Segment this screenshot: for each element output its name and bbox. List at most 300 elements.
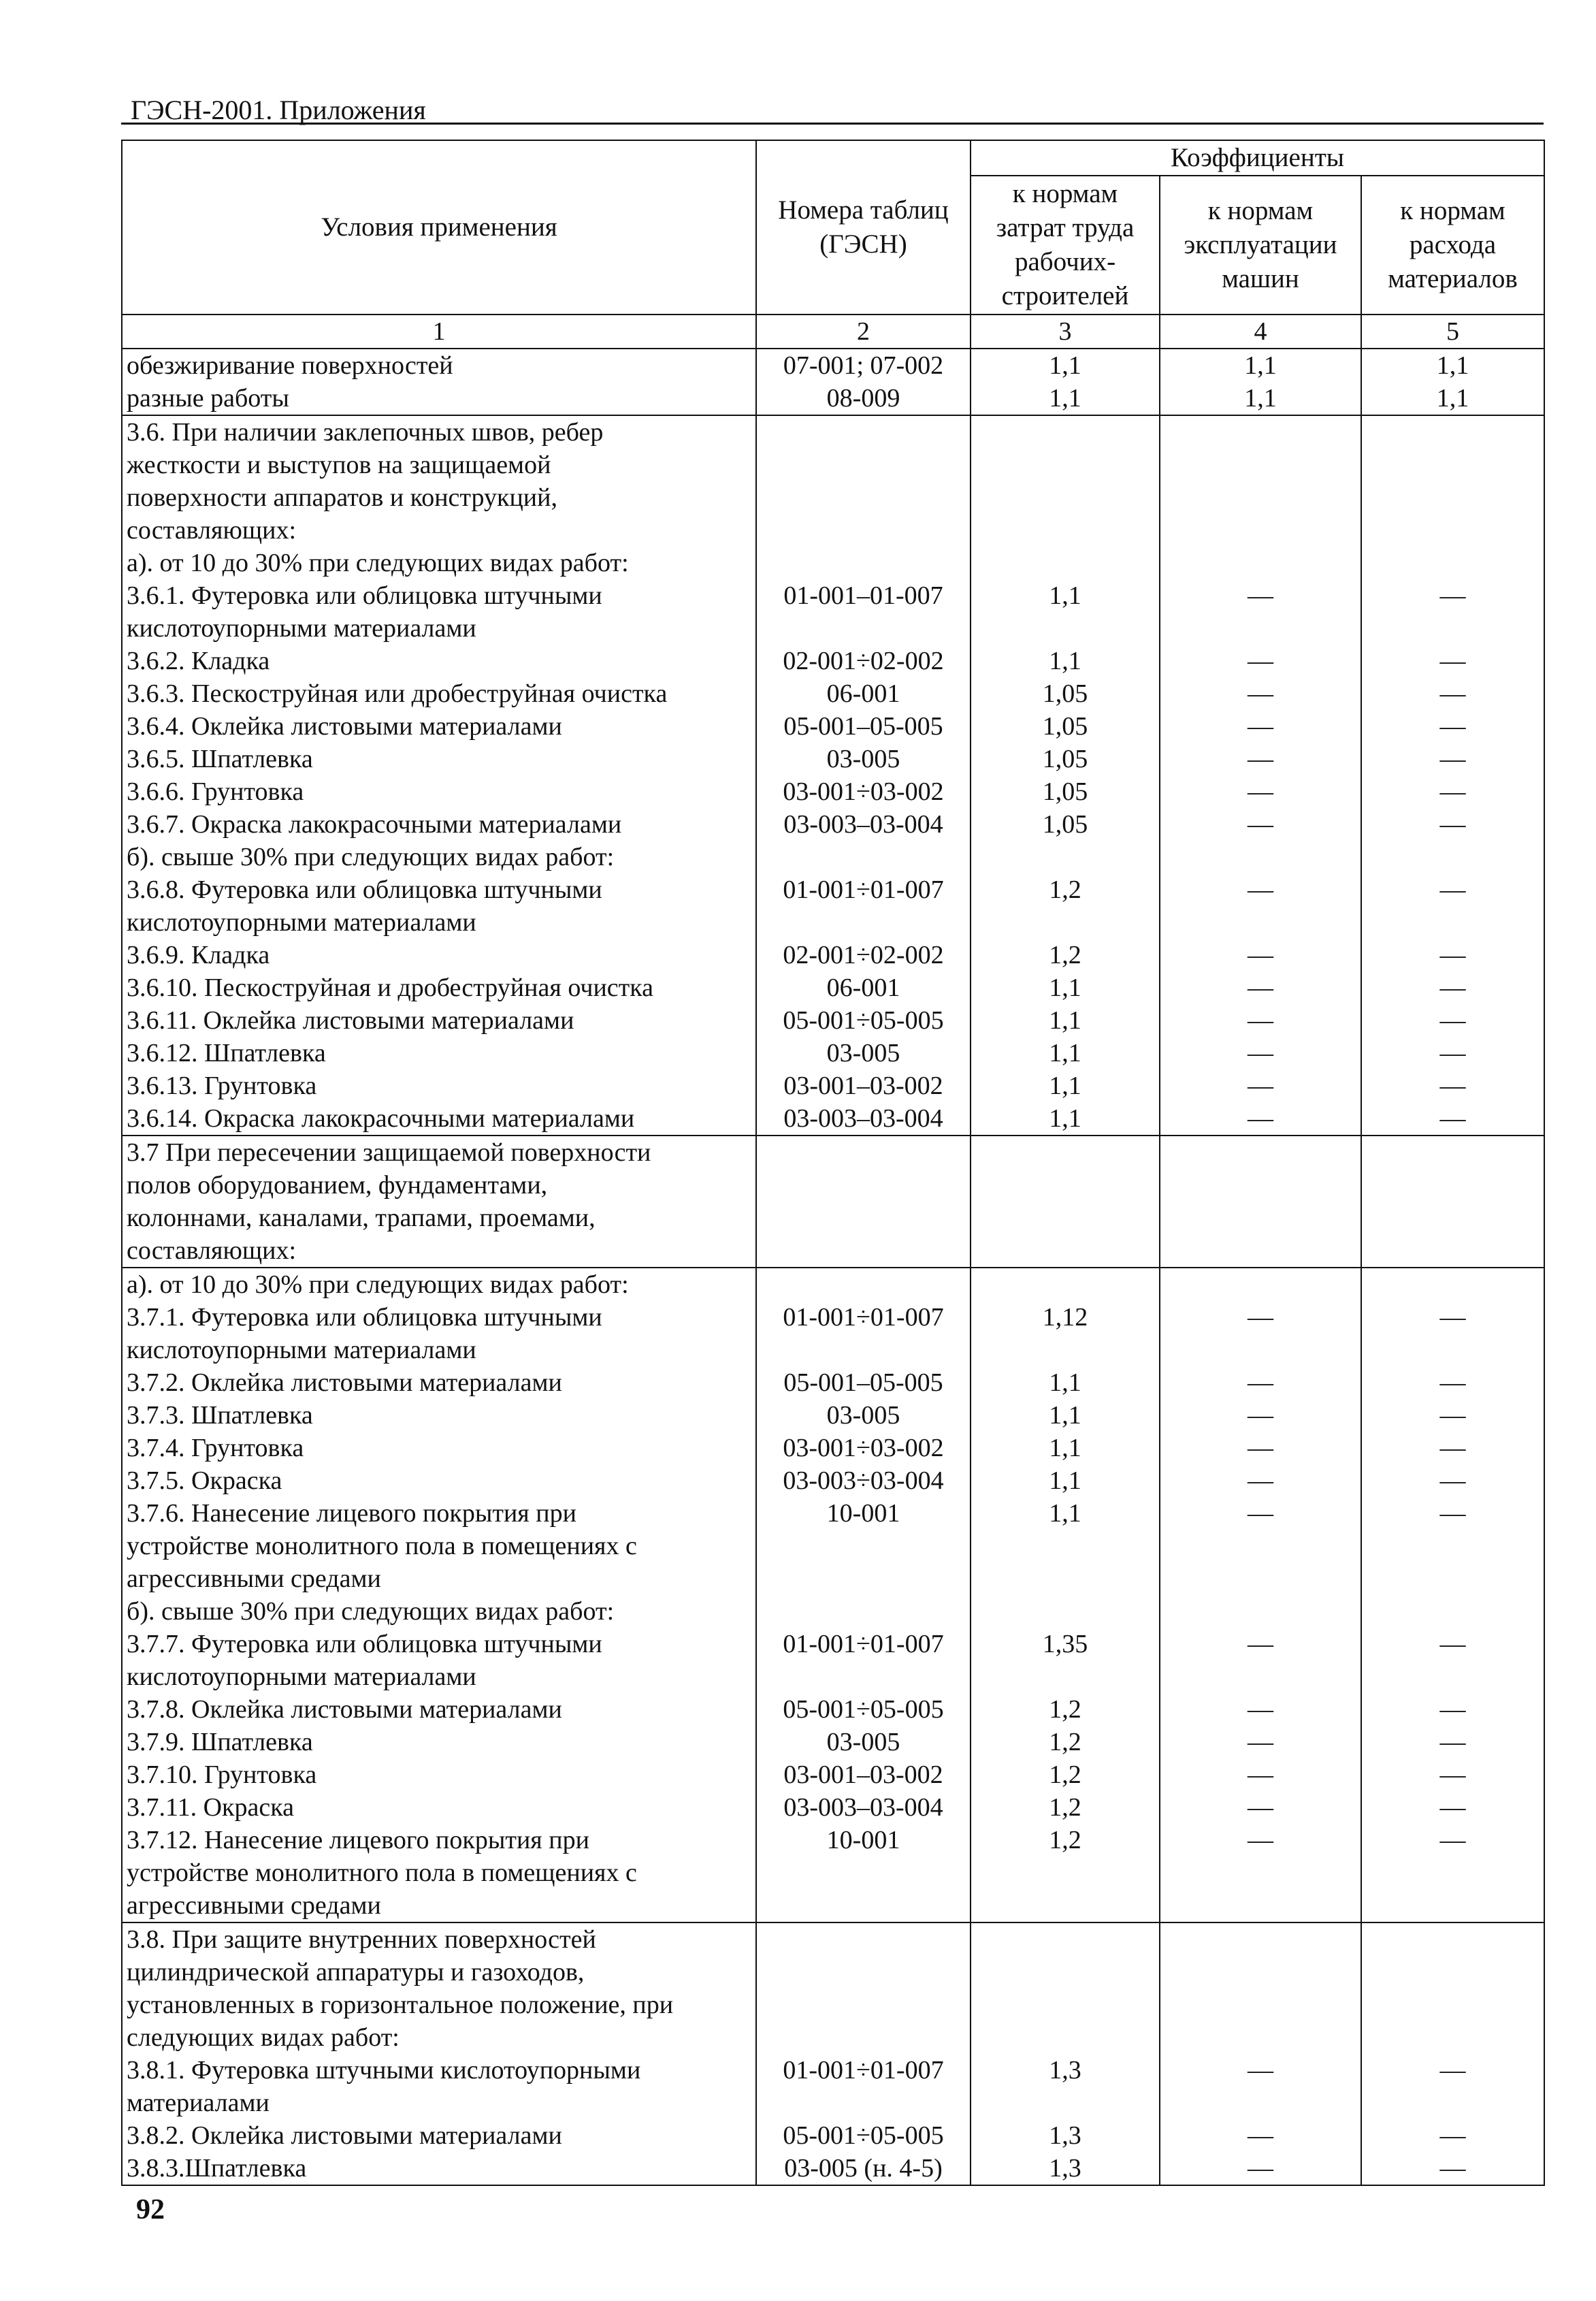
coef-labor-line: 1,05 [1042, 810, 1088, 839]
coef-materials-line: — [1439, 1401, 1466, 1430]
coef-machines-line: — [1248, 745, 1273, 773]
table-numbers-line: 02-001÷02-002 [783, 647, 944, 675]
condition-cell [122, 349, 756, 415]
condition-line: кислотоупорными материалами [127, 614, 476, 643]
table-numbers-line: 03-003÷03-004 [783, 1466, 944, 1495]
condition-line: кислотоупорными материалами [127, 1662, 476, 1691]
coef-labor-line [975, 1989, 1155, 2021]
condition-line: 3.7.9. Шпатлевка [127, 1728, 313, 1756]
table-row [122, 349, 1544, 415]
condition-line: 3.7.11. Окраска [127, 1793, 294, 1822]
coef-machines-line [1165, 514, 1356, 547]
coef-labor-line: 1,1 [1049, 974, 1081, 1002]
coef-labor-line: 1,2 [1049, 1695, 1081, 1724]
table-numbers-line: 03-003–03-004 [783, 1793, 943, 1822]
coef-materials-cell [1361, 1922, 1544, 2185]
condition-line: 3.6.12. Шпатлевка [127, 1039, 326, 1067]
condition-line: 3.6.14. Окраска лакокрасочными материалами [127, 1104, 635, 1133]
coef-labor-line: 1,2 [1049, 1728, 1081, 1756]
condition-line: разные работы [127, 384, 289, 413]
table-numbers-cell [756, 1268, 971, 1922]
coef-materials-line [1366, 1889, 1540, 1922]
condition-line: 3.7.3. Шпатлевка [127, 1401, 313, 1430]
coef-machines-line [1165, 1956, 1356, 1989]
table-numbers-line [761, 1136, 966, 1169]
condition-line: 3.6.10. Пескоструйная и дробеструйная очистка [127, 974, 654, 1002]
coef-machines-line [1165, 1989, 1356, 2021]
coef-labor-line: 1,1 [1049, 351, 1081, 380]
coef-labor-line [975, 1136, 1155, 1169]
coef-labor-line [975, 1889, 1155, 1922]
table-numbers-line [761, 416, 966, 449]
coef-materials-line: — [1439, 1630, 1466, 1658]
table-numbers-line: 01-001÷01-007 [783, 1303, 944, 1332]
coef-machines-line: — [1248, 941, 1273, 969]
coef-labor-line [975, 416, 1155, 449]
condition-line: составляющих: [127, 516, 297, 545]
coef-materials-line [1366, 1202, 1540, 1234]
column-number-1: 1 [122, 315, 756, 349]
coef-labor-line: 1,05 [1042, 777, 1088, 806]
coef-materials-line [1366, 1956, 1540, 1989]
condition-line: 3.8.3.Шпатлевка [127, 2154, 307, 2183]
coef-materials-cell [1361, 415, 1544, 1136]
coef-machines-line [1165, 1889, 1356, 1922]
table-numbers-line [761, 1660, 966, 1693]
coef-materials-line [1366, 1169, 1540, 1202]
coef-materials-line [1366, 547, 1540, 579]
condition-line: 3.7.1. Футеровка или облицовка штучными [127, 1303, 602, 1332]
coef-materials-line: — [1439, 1434, 1466, 1462]
coef-machines-line: 1,1 [1244, 384, 1277, 413]
coef-machines-line [1165, 2021, 1356, 2054]
table-numbers-line [761, 1202, 966, 1234]
header-coefficients: Коэффициенты [971, 140, 1544, 176]
coef-machines-line [1165, 481, 1356, 514]
coef-machines-line [1165, 1268, 1356, 1301]
table-numbers-line: 05-001÷05-005 [783, 1006, 944, 1035]
coef-labor-line [975, 1530, 1155, 1562]
table-numbers-line: 03-005 [826, 1401, 900, 1430]
table-numbers-line: 03-003–03-004 [783, 810, 943, 839]
coef-labor-line: 1,35 [1042, 1630, 1088, 1658]
coef-materials-line [1366, 2021, 1540, 2054]
condition-line: 3.6.9. Кладка [127, 941, 270, 969]
coef-machines-line [1165, 1234, 1356, 1267]
coef-machines-line: — [1248, 1368, 1273, 1397]
coef-machines-line: — [1248, 1303, 1273, 1332]
coef-machines-cell [1160, 1268, 1361, 1922]
coef-materials-line [1366, 1856, 1540, 1889]
condition-line: поверхности аппаратов и конструкций, [127, 483, 557, 512]
condition-line: 3.7.12. Нанесение лицевого покрытия при [127, 1826, 589, 1854]
table-numbers-line: 10-001 [826, 1826, 900, 1854]
coef-machines-line: — [1248, 1401, 1273, 1430]
coef-materials-line: — [1439, 941, 1466, 969]
table-numbers-line: 03-001÷03-002 [783, 1434, 944, 1462]
coef-machines-line: — [1248, 2154, 1273, 2183]
coef-labor-line [975, 1202, 1155, 1234]
coef-materials-line [1366, 841, 1540, 873]
table-numbers-line: 05-001–05-005 [783, 1368, 943, 1397]
coef-machines-line: — [1248, 810, 1273, 839]
condition-line: кислотоупорными материалами [127, 1336, 476, 1364]
table-numbers-line: 03-001÷03-002 [783, 777, 944, 806]
table-numbers-line [761, 1989, 966, 2021]
coef-materials-line: — [1439, 1466, 1466, 1495]
coef-materials-line [1366, 1136, 1540, 1169]
table-numbers-line: 01-001÷01-007 [783, 1630, 944, 1658]
coef-labor-line [975, 1595, 1155, 1628]
coef-labor-line: 1,1 [1049, 1466, 1081, 1495]
table-numbers-line [761, 1889, 966, 1922]
coef-labor-line [975, 1660, 1155, 1693]
condition-cell [122, 415, 756, 1136]
coef-machines-cell [1160, 349, 1361, 415]
coef-machines-line [1165, 1856, 1356, 1889]
coef-materials-line: — [1439, 581, 1466, 610]
table-numbers-line: 03-005 (н. 4-5) [784, 2154, 943, 2183]
coef-materials-line [1366, 1334, 1540, 1366]
coef-machines-line [1165, 1660, 1356, 1693]
coef-labor-line [975, 1923, 1155, 1956]
coef-materials-line: — [1439, 2154, 1466, 2183]
table-numbers-line: 03-005 [826, 1728, 900, 1756]
coef-machines-line: — [1248, 1072, 1273, 1100]
coef-labor-line [975, 547, 1155, 579]
coef-machines-line [1165, 1334, 1356, 1366]
condition-line: составляющих: [127, 1236, 297, 1265]
table-body [122, 140, 1544, 2185]
condition-line: 3.7.10. Грунтовка [127, 1760, 317, 1789]
table-numbers-line [761, 1334, 966, 1366]
coef-materials-line [1366, 1660, 1540, 1693]
coef-materials-line [1366, 1595, 1540, 1628]
coef-materials-line: — [1439, 679, 1466, 708]
table-numbers-line: 10-001 [826, 1499, 900, 1528]
table-numbers-line: 05-001÷05-005 [783, 2121, 944, 2150]
table-numbers-line [761, 547, 966, 579]
column-number-5: 5 [1361, 315, 1544, 349]
coef-machines-line: — [1248, 1695, 1273, 1724]
coef-machines-line: — [1248, 1466, 1273, 1495]
condition-line: 3.6.1. Футеровка или облицовка штучными [127, 581, 602, 610]
coef-labor-line: 1,2 [1049, 875, 1081, 904]
coef-machines-line [1165, 449, 1356, 481]
coef-labor-line [975, 1956, 1155, 1989]
condition-line: жесткости и выступов на защищаемой [127, 451, 551, 479]
table-numbers-line [761, 841, 966, 873]
coef-materials-line: — [1439, 777, 1466, 806]
coef-labor-line: 1,1 [1049, 1006, 1081, 1035]
condition-line: 3.6.13. Грунтовка [127, 1072, 317, 1100]
coef-materials-line: — [1439, 1039, 1466, 1067]
coef-materials-line [1366, 1530, 1540, 1562]
coef-labor-line: 1,1 [1049, 1104, 1081, 1133]
table-numbers-line [761, 481, 966, 514]
condition-line: материалами [127, 2089, 270, 2117]
coef-machines-line: — [1248, 712, 1273, 741]
condition-line: 3.6.6. Грунтовка [127, 777, 304, 806]
coef-labor-line [975, 2087, 1155, 2119]
coef-labor-cell [971, 1268, 1160, 1922]
condition-line: 3.7.8. Оклейка листовыми материалами [127, 1695, 562, 1724]
coef-labor-line [975, 841, 1155, 873]
coef-machines-line [1165, 1595, 1356, 1628]
condition-line: 3.7 При пересечении защищаемой поверхности [127, 1138, 651, 1167]
coef-machines-line: — [1248, 1826, 1273, 1854]
coef-machines-line: — [1248, 1499, 1273, 1528]
coef-machines-line [1165, 547, 1356, 579]
coef-machines-line [1165, 841, 1356, 873]
condition-cell [122, 1136, 756, 1268]
coef-labor-line: 1,12 [1042, 1303, 1088, 1332]
condition-line: 3.6.4. Оклейка листовыми материалами [127, 712, 562, 741]
coef-materials-line: — [1439, 1760, 1466, 1789]
condition-line: обезжиривание поверхностей [127, 351, 453, 380]
condition-line: 3.8. При защите внутренних поверхностей [127, 1925, 596, 1954]
coef-labor-line: 1,3 [1049, 2121, 1081, 2150]
table-numbers-cell [756, 1136, 971, 1268]
coef-materials-line [1366, 1923, 1540, 1956]
coef-machines-line [1165, 612, 1356, 645]
condition-line: устройстве монолитного пола в помещениях с [127, 1858, 637, 1887]
coef-materials-line: — [1439, 974, 1466, 1002]
coef-labor-line [975, 1268, 1155, 1301]
coef-machines-line: — [1248, 1728, 1273, 1756]
coef-materials-line [1366, 449, 1540, 481]
table-numbers-line [761, 2021, 966, 2054]
condition-line: колоннами, каналами, трапами, проемами, [127, 1204, 596, 1232]
table-numbers-line: 05-001–05-005 [783, 712, 943, 741]
coef-labor-line: 1,1 [1049, 1401, 1081, 1430]
column-number-3: 3 [971, 315, 1160, 349]
condition-line: полов оборудованием, фундаментами, [127, 1171, 548, 1200]
condition-line: 3.7.4. Грунтовка [127, 1434, 304, 1462]
condition-line: 3.6.8. Футеровка или облицовка штучными [127, 875, 602, 904]
table-numbers-cell [756, 349, 971, 415]
condition-line: а). от 10 до 30% при следующих видах работ: [127, 1270, 629, 1299]
coef-labor-line [975, 481, 1155, 514]
coef-machines-line: — [1248, 1434, 1273, 1462]
table-numbers-cell [756, 415, 971, 1136]
table-numbers-line [761, 1923, 966, 1956]
coef-machines-line: — [1248, 647, 1273, 675]
coef-machines-line: — [1248, 2056, 1273, 2085]
coef-machines-line: — [1248, 974, 1273, 1002]
coef-labor-line: 1,2 [1049, 1826, 1081, 1854]
coef-machines-line: — [1248, 1039, 1273, 1067]
coef-materials-line: — [1439, 647, 1466, 675]
condition-line: 3.6. При наличии заклепочных швов, ребер [127, 418, 604, 447]
coef-labor-line: 1,3 [1049, 2056, 1081, 2085]
coef-labor-cell [971, 1922, 1160, 2185]
coef-machines-line [1165, 1169, 1356, 1202]
coef-labor-line [975, 1334, 1155, 1366]
condition-line: б). свыше 30% при следующих видах работ: [127, 843, 615, 871]
coef-machines-line [1165, 1562, 1356, 1595]
condition-line: 3.6.7. Окраска лакокрасочными материалами [127, 810, 622, 839]
coef-labor-line: 1,2 [1049, 941, 1081, 969]
condition-line: устройстве монолитного пола в помещениях с [127, 1532, 637, 1560]
condition-line: 3.7.5. Окраска [127, 1466, 282, 1495]
coef-labor-cell [971, 349, 1160, 415]
table-numbers-line: 01-001÷01-007 [783, 2056, 944, 2085]
coef-labor-line: 1,1 [1049, 1072, 1081, 1100]
coef-machines-line: — [1248, 777, 1273, 806]
table-numbers-line: 03-005 [826, 745, 900, 773]
coef-machines-line: — [1248, 875, 1273, 904]
coef-machines-line [1165, 1202, 1356, 1234]
table-numbers-line [761, 1595, 966, 1628]
table-row [122, 1136, 1544, 1268]
coef-machines-line [1165, 1530, 1356, 1562]
table-numbers-line: 03-001–03-002 [783, 1760, 943, 1789]
table-row [122, 415, 1544, 1136]
coef-materials-line [1366, 906, 1540, 939]
condition-line: агрессивными средами [127, 1564, 381, 1593]
header-table-numbers: Номера таблиц (ГЭСН) [756, 140, 971, 315]
table-numbers-line: 05-001÷05-005 [783, 1695, 944, 1724]
table-numbers-cell [756, 1922, 971, 2185]
header-materials: к нормам расхода материалов [1361, 176, 1544, 315]
coef-materials-line: — [1439, 1006, 1466, 1035]
coef-materials-cell [1361, 349, 1544, 415]
coef-labor-line: 1,1 [1049, 384, 1081, 413]
condition-cell [122, 1922, 756, 2185]
coef-materials-cell [1361, 1268, 1544, 1922]
coef-materials-line: — [1439, 1695, 1466, 1724]
condition-line: 3.6.2. Кладка [127, 647, 270, 675]
condition-line: 3.8.1. Футеровка штучными кислотоупорными [127, 2056, 641, 2085]
condition-line: цилиндрической аппаратуры и газоходов, [127, 1958, 585, 1986]
coef-materials-line: — [1439, 1793, 1466, 1822]
coef-machines-line [1165, 906, 1356, 939]
coef-materials-line [1366, 1562, 1540, 1595]
coef-machines-line [1165, 416, 1356, 449]
coef-labor-line: 1,1 [1049, 581, 1081, 610]
coef-labor-line: 1,05 [1042, 679, 1088, 708]
coef-labor-line [975, 2021, 1155, 2054]
condition-line: 3.7.6. Нанесение лицевого покрытия при [127, 1499, 576, 1528]
condition-line: установленных в горизонтальное положение, при [127, 1991, 674, 2019]
condition-line: 3.6.11. Оклейка листовыми материалами [127, 1006, 574, 1035]
condition-cell [122, 1268, 756, 1922]
coef-materials-line: 1,1 [1436, 351, 1469, 380]
coef-materials-line: — [1439, 1072, 1466, 1100]
coef-labor-line [975, 612, 1155, 645]
coef-machines-line: — [1248, 679, 1273, 708]
table-numbers-line [761, 906, 966, 939]
condition-line: 3.7.7. Футеровка или облицовка штучными [127, 1630, 602, 1658]
page-number: 92 [136, 2194, 165, 2225]
coef-machines-line [1165, 1136, 1356, 1169]
column-number-4: 4 [1160, 315, 1361, 349]
table-numbers-line: 01-001÷01-007 [783, 875, 944, 904]
table-numbers-line: 06-001 [826, 974, 900, 1002]
coef-labor-line: 1,05 [1042, 712, 1088, 741]
coef-machines-line: — [1248, 2121, 1273, 2150]
table-numbers-line [761, 1234, 966, 1267]
coef-materials-line [1366, 1989, 1540, 2021]
coef-labor-line: 1,2 [1049, 1760, 1081, 1789]
coef-machines-cell [1160, 1136, 1361, 1268]
coef-labor-line [975, 1562, 1155, 1595]
table-numbers-line [761, 1956, 966, 1989]
coef-materials-line [1366, 514, 1540, 547]
coef-labor-line [975, 1169, 1155, 1202]
coef-machines-line [1165, 2087, 1356, 2119]
coef-machines-line: — [1248, 1760, 1273, 1789]
condition-line: агрессивными средами [127, 1891, 381, 1920]
coef-materials-line [1366, 612, 1540, 645]
coef-materials-line: — [1439, 1368, 1466, 1397]
table-row [122, 1268, 1544, 1922]
coef-materials-line: — [1439, 1728, 1466, 1756]
coef-materials-line [1366, 2087, 1540, 2119]
coef-machines-line: — [1248, 1793, 1273, 1822]
coef-materials-line: — [1439, 712, 1466, 741]
coef-materials-line: — [1439, 1826, 1466, 1854]
coef-materials-cell [1361, 1136, 1544, 1268]
coef-labor-line [975, 1234, 1155, 1267]
table-numbers-line [761, 1169, 966, 1202]
coef-materials-line [1366, 1268, 1540, 1301]
coef-labor-line: 1,1 [1049, 1039, 1081, 1067]
table-numbers-line [761, 612, 966, 645]
condition-line: следующих видах работ: [127, 2023, 400, 2052]
coef-labor-line: 1,05 [1042, 745, 1088, 773]
coef-labor-cell [971, 415, 1160, 1136]
coef-machines-line: 1,1 [1244, 351, 1277, 380]
coef-materials-line: — [1439, 1104, 1466, 1133]
header-labor: к нормам затрат труда рабочих- строителей [971, 176, 1160, 315]
coef-materials-line: 1,1 [1436, 384, 1469, 413]
coef-labor-line: 1,1 [1049, 1499, 1081, 1528]
coef-materials-line [1366, 416, 1540, 449]
coef-labor-line [975, 449, 1155, 481]
condition-line: 3.7.2. Оклейка листовыми материалами [127, 1368, 562, 1397]
coef-materials-line: — [1439, 2056, 1466, 2085]
condition-line: б). свыше 30% при следующих видах работ: [127, 1597, 615, 1626]
coef-materials-line: — [1439, 1499, 1466, 1528]
header-rule [121, 123, 1544, 125]
coef-materials-line: — [1439, 2121, 1466, 2150]
coef-labor-line: 1,3 [1049, 2154, 1081, 2183]
coef-materials-line: — [1439, 745, 1466, 773]
table-numbers-line: 07-001; 07-002 [783, 351, 944, 380]
table-numbers-line [761, 1268, 966, 1301]
condition-line: 3.6.5. Шпатлевка [127, 745, 313, 773]
coef-materials-line [1366, 481, 1540, 514]
coef-materials-line: — [1439, 1303, 1466, 1332]
coef-machines-cell [1160, 1922, 1361, 2185]
coef-machines-line: — [1248, 1006, 1273, 1035]
table-numbers-line: 02-001÷02-002 [783, 941, 944, 969]
coef-labor-line: 1,1 [1049, 647, 1081, 675]
table-numbers-line [761, 1562, 966, 1595]
coef-labor-line: 1,1 [1049, 1368, 1081, 1397]
coef-labor-line: 1,1 [1049, 1434, 1081, 1462]
running-title: ГЭСН-2001. Приложения [131, 95, 426, 125]
table-numbers-line [761, 514, 966, 547]
table-numbers-line [761, 1530, 966, 1562]
condition-line: а). от 10 до 30% при следующих видах работ: [127, 549, 629, 577]
table-numbers-line [761, 2087, 966, 2119]
coef-machines-cell [1160, 415, 1361, 1136]
coef-labor-line [975, 1856, 1155, 1889]
coef-materials-line: — [1439, 875, 1466, 904]
